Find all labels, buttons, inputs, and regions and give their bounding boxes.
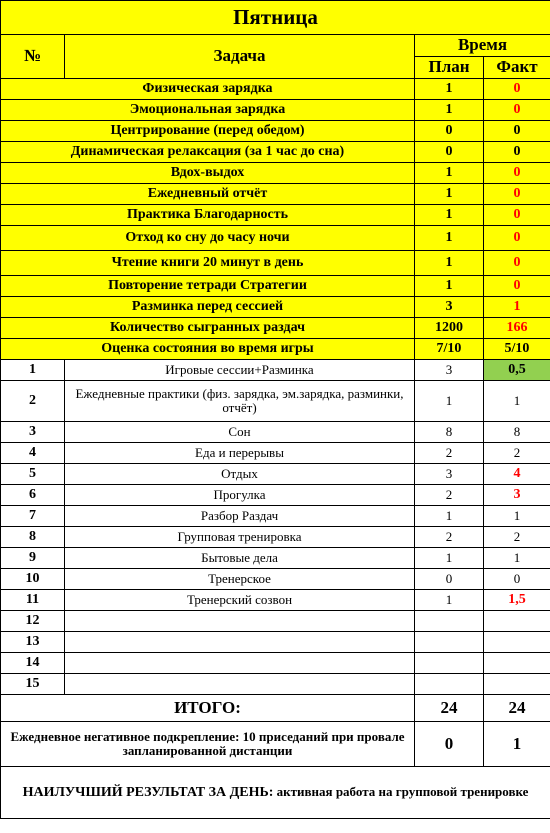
time-row-plan: 1 [415,381,484,422]
total-label: ИТОГО: [1,695,415,722]
time-row [1,464,550,485]
task-fact: 0 [484,100,550,121]
task-name: Центрирование (перед обедом) [1,121,415,142]
time-row [1,422,550,443]
task-row [1,184,550,205]
time-row-fact [484,632,550,653]
task-name: Оценка состояния во время игры [1,339,415,360]
task-row [1,226,550,251]
task-fact: 0 [484,79,550,100]
task-name: Эмоциональная зарядка [1,100,415,121]
task-fact: 0 [484,276,550,297]
time-row-activity [65,653,415,674]
task-row [1,205,550,226]
task-plan: 1 [415,163,484,184]
task-row [1,100,550,121]
task-plan: 1 [415,79,484,100]
time-row [1,569,550,590]
time-row [1,381,550,422]
time-row [1,360,550,381]
time-row [1,653,550,674]
time-row-activity: Тренерское [65,569,415,590]
time-row-activity: Разбор Раздач [65,506,415,527]
task-plan: 1 [415,184,484,205]
time-row-number: 4 [1,443,65,464]
task-fact: 0 [484,142,550,163]
time-row-plan: 3 [415,360,484,381]
time-row-fact: 0,5 [484,360,550,381]
time-row [1,674,550,695]
time-row-activity: Сон [65,422,415,443]
task-row [1,142,550,163]
task-fact: 0 [484,121,550,142]
time-row-plan: 2 [415,443,484,464]
time-row-fact: 4 [484,464,550,485]
header-plan: План [415,57,484,79]
task-name: Физическая зарядка [1,79,415,100]
best-result-label: НАИЛУЧШИЙ РЕЗУЛЬТАТ ЗА ДЕНЬ: [22,784,274,800]
task-plan: 0 [415,142,484,163]
time-row-activity: Бытовые дела [65,548,415,569]
time-row-fact: 1 [484,548,550,569]
time-row-fact: 1,5 [484,590,550,611]
best-result-value: активная работа на групповой тренировке [276,783,529,799]
time-row-plan: 3 [415,464,484,485]
time-row-number: 9 [1,548,65,569]
time-row-activity: Прогулка [65,485,415,506]
task-name: Практика Благодарность [1,205,415,226]
time-row-plan: 0 [415,569,484,590]
time-row-number: 13 [1,632,65,653]
time-row-plan: 1 [415,506,484,527]
time-row-plan: 1 [415,590,484,611]
header-task: Задача [65,35,415,79]
time-row-fact: 0 [484,569,550,590]
task-plan: 0 [415,121,484,142]
time-row-fact [484,611,550,632]
task-row [1,318,550,339]
time-row-plan [415,674,484,695]
time-row [1,590,550,611]
time-row-number: 15 [1,674,65,695]
time-row-activity: Тренерский созвон [65,590,415,611]
task-row [1,251,550,276]
time-row-number: 10 [1,569,65,590]
header-fact: Факт [484,57,550,79]
total-plan: 24 [415,695,484,722]
time-row-fact: 2 [484,527,550,548]
time-row-fact: 1 [484,381,550,422]
task-plan: 7/10 [415,339,484,360]
time-row [1,548,550,569]
time-row-number: 8 [1,527,65,548]
task-name: Ежедневный отчёт [1,184,415,205]
time-row-activity: Отдых [65,464,415,485]
time-row-plan: 2 [415,485,484,506]
time-row-fact: 2 [484,443,550,464]
time-row-number: 3 [1,422,65,443]
negative-fact: 1 [484,722,550,767]
task-name: Повторение тетради Стратегии [1,276,415,297]
time-row-number: 2 [1,381,65,422]
task-plan: 1 [415,205,484,226]
time-row-number: 14 [1,653,65,674]
time-row-plan [415,653,484,674]
task-name: Динамическая релаксация (за 1 час до сна) [1,142,415,163]
header-number: № [1,35,65,79]
task-fact: 0 [484,226,550,251]
task-plan: 1 [415,276,484,297]
task-plan: 3 [415,297,484,318]
header-time: Время [415,35,550,57]
time-row-activity: Еда и перерывы [65,443,415,464]
task-plan: 1 [415,100,484,121]
time-row-number: 12 [1,611,65,632]
day-title: Пятница [1,1,550,35]
time-row-activity [65,632,415,653]
time-row-plan: 1 [415,548,484,569]
time-row [1,611,550,632]
negative-plan: 0 [415,722,484,767]
task-fact: 0 [484,251,550,276]
best-result [1,767,550,819]
task-row [1,276,550,297]
time-row-plan [415,611,484,632]
time-row-number: 7 [1,506,65,527]
time-row-fact [484,674,550,695]
task-fact: 1 [484,297,550,318]
time-row-fact [484,653,550,674]
task-row [1,163,550,184]
task-row [1,339,550,360]
task-name: Чтение книги 20 минут в день [1,251,415,276]
time-row-activity: Групповая тренировка [65,527,415,548]
task-row [1,297,550,318]
task-plan: 1200 [415,318,484,339]
time-row-activity: Ежедневные практики (физ. зарядка, эм.зарядка, разминки, отчёт) [65,381,415,422]
time-row-number: 11 [1,590,65,611]
task-fact: 5/10 [484,339,550,360]
time-row-activity: Игровые сессии+Разминка [65,360,415,381]
time-row-fact: 3 [484,485,550,506]
time-row [1,527,550,548]
time-row [1,632,550,653]
task-name: Вдох-выдох [1,163,415,184]
time-row-number: 5 [1,464,65,485]
time-row-plan [415,632,484,653]
time-row-number: 1 [1,360,65,381]
task-plan: 1 [415,226,484,251]
time-row-fact: 8 [484,422,550,443]
time-row-activity [65,611,415,632]
task-fact: 166 [484,318,550,339]
task-fact: 0 [484,184,550,205]
time-row-plan: 2 [415,527,484,548]
task-row [1,79,550,100]
time-row [1,506,550,527]
time-row [1,443,550,464]
time-row-fact: 1 [484,506,550,527]
time-row-plan: 8 [415,422,484,443]
task-row [1,121,550,142]
task-name: Разминка перед сессией [1,297,415,318]
task-name: Отход ко сну до часу ночи [1,226,415,251]
total-fact: 24 [484,695,550,722]
negative-reinforcement-label: Ежедневное негативное подкрепление: 10 приседаний при провале запланированной дистанции [1,722,415,767]
task-fact: 0 [484,205,550,226]
task-name: Количество сыгранных раздач [1,318,415,339]
time-row [1,485,550,506]
task-fact: 0 [484,163,550,184]
time-row-number: 6 [1,485,65,506]
time-row-activity [65,674,415,695]
task-plan: 1 [415,251,484,276]
